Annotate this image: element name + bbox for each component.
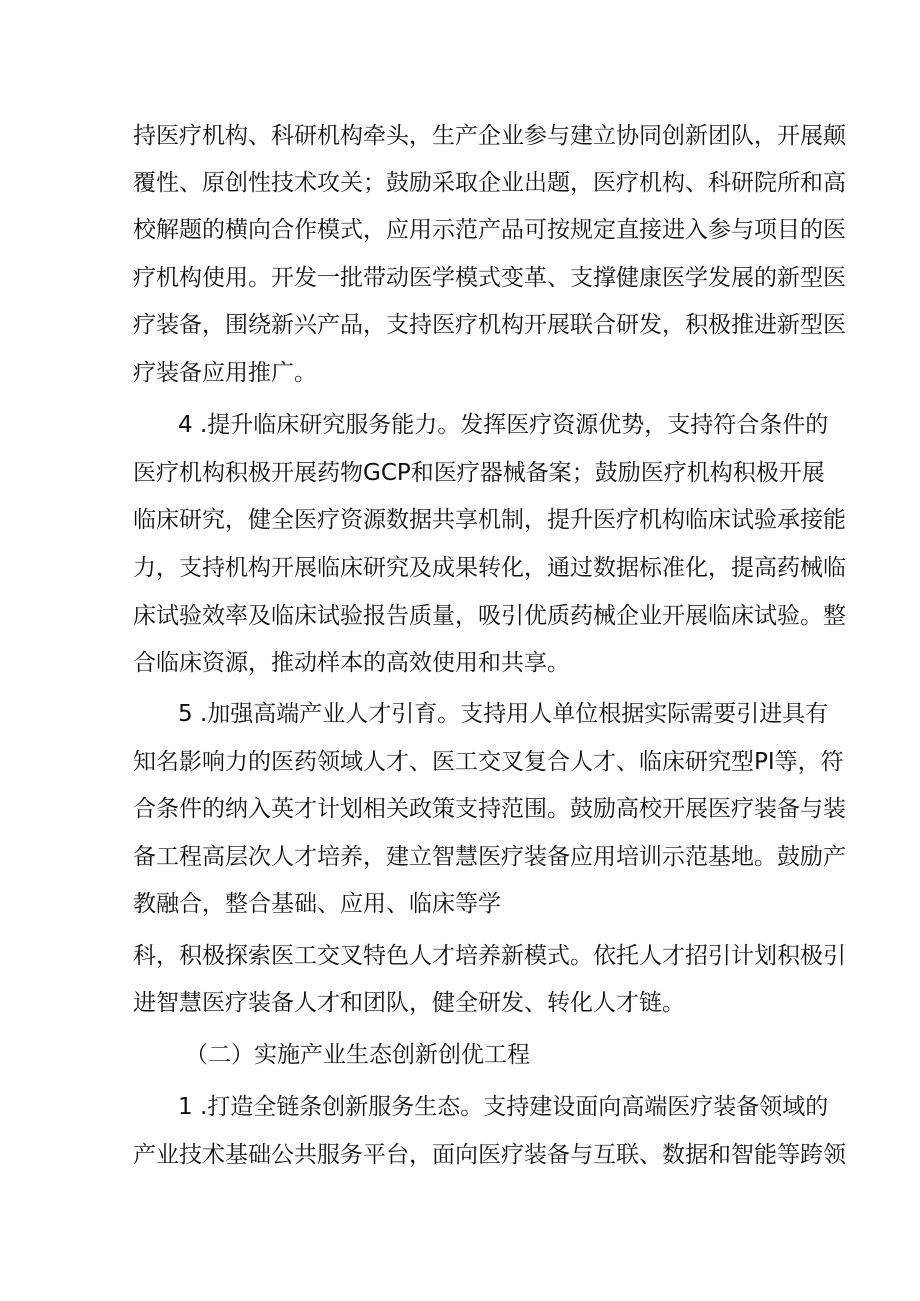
text-line: 备工程高层次人才培养，建立智慧医疗装备应用培训示范基地。鼓励产 [133,844,846,870]
text-line: 临床研究，健全医疗资源数据共享机制，提升医疗机构临床试验承接能 [133,507,846,533]
text-line: 疗装备，围绕新兴产品，支持医疗机构开展联合研发，积极推进新型医 [133,312,846,338]
text-line: 合临床资源，推动样本的高效使用和共享。 [133,650,570,676]
text-line: 持医疗机构、科研机构牵头，生产企业参与建立协同创新团队，开展颠 [133,123,846,149]
section-heading: （二）实施产业生态创新创优工程 [185,1042,530,1068]
paragraph-1-title-line: 1 .打造全链条创新服务生态。支持建设面向高端医疗装备领域的 [178,1094,829,1120]
text-line: 疗机构使用。开发一批带动医学模式变革、支撑健康医学发展的新型医 [133,265,846,291]
text-line: 科，积极探索医工交叉特色人才培养新模式。依托人才招引计划积极引 [133,943,846,969]
text-line: 疗装备应用推广。 [133,360,317,386]
text-line: 力，支持机构开展临床研究及成果转化，通过数据标准化，提高药械临 [133,555,846,581]
text-line: 合条件的纳入英才计划相关政策支持范围。鼓励高校开展医疗装备与装 [133,796,846,822]
paragraph-4-title-line: 4 .提升临床研究服务能力。发挥医疗资源优势，支持符合条件的 [178,412,829,438]
text-line: 知名影响力的医药领域人才、医工交叉复合人才、临床研究型PI等，符 [133,749,844,775]
paragraph-5-title-line: 5 .加强高端产业人才引育。支持用人单位根据实际需要引进具有 [178,701,829,727]
text-line: 床试验效率及临床试验报告质量，吸引优质药械企业开展临床试验。整 [133,603,846,629]
text-line: 教融合，整合基础、应用、临床等学 [133,891,501,917]
text-line: 校解题的横向合作模式，应用示范产品可按规定直接进入参与项目的医 [133,217,846,243]
text-line: 医疗机构积极开展药物GCP和医疗器械备案；鼓励医疗机构积极开展 [133,460,825,486]
text-line: 覆性、原创性技术攻关；鼓励采取企业出题，医疗机构、科研院所和高 [133,170,846,196]
text-line: 产业技术基础公共服务平台，面向医疗装备与互联、数据和智能等跨领 [133,1142,846,1168]
text-line: 进智慧医疗装备人才和团队，健全研发、转化人才链。 [133,990,685,1016]
